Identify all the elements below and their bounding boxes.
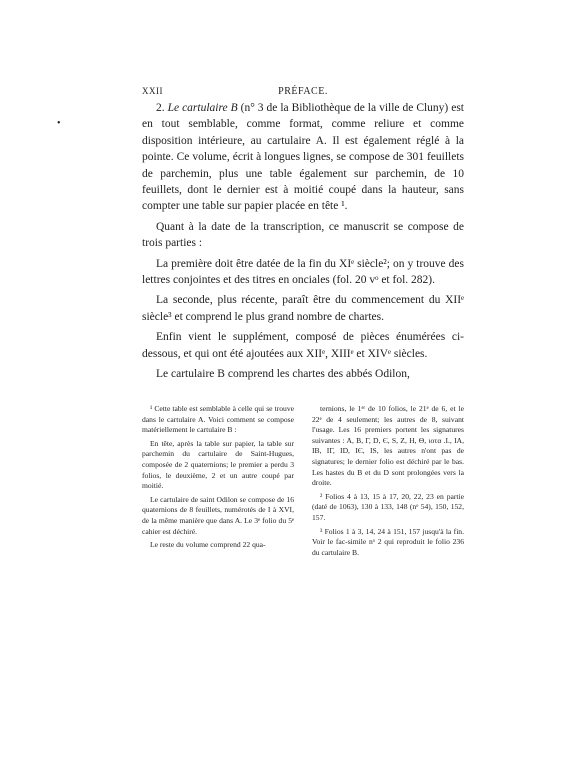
paragraph-text: (n° 3 de la Bibliothèque de la ville de Cluny) est en tout semblable, comme format, comme reliure et comme disposition intérieure, au cartulaire A. Il est également réglé à la pointe. Ce volume, écrit à longues lignes, se compose de 301 feuillets de parchemin, plus une table également sur parchemin, de 10 feuillets, dont le dernier est à moitié coupé dans la hauteur, sans compter une table sur papier placée en tête ¹.	[142, 102, 465, 213]
footnote: Le cartulaire de saint Odilon se compose de 16 quaternions de 8 feuillets, numérotés de I à XVI, de la même manière que dans A. Le 3ᵉ folio du 5ᵉ cahier est déchiré.	[142, 494, 294, 536]
italic-term: Le cartulaire B	[167, 102, 238, 114]
footnote: ¹ Cette table est semblable à celle qui se trouve dans le cartulaire A. Voici comment se compose matériellement le cartulaire B :	[142, 404, 294, 435]
footnotes	[142, 404, 464, 561]
paragraph-cartulaire-b	[142, 100, 464, 215]
footnotes-right-column	[312, 404, 464, 561]
footnote: Le reste du volume comprend 22 qua-	[150, 540, 266, 550]
footnotes-left-column	[142, 404, 294, 561]
paragraph-charters: Le cartulaire B comprend les chartes des abbés Odilon,	[156, 368, 410, 381]
paragraph-second-part: La seconde, plus récente, paraît être du commencement du XIIᵉ siècle³ et comprend le plus grand nombre de chartes.	[142, 294, 464, 323]
paragraph-first-part: La première doit être datée de la fin du XIᵉ siècle²; on y trouve des lettres conjointes et des titres en onciales (fol. 20 vᵒ et fol. 282).	[142, 257, 464, 287]
paragraph-number: 2.	[156, 102, 168, 114]
main-text	[142, 100, 464, 387]
footnote: ³ Folios 1 à 3, 14, 24 à 151, 157 jusqu'à la fin. Voir le fac-simile nᵒ 2 qui reproduit le folio 236 du cartulaire B.	[312, 526, 464, 557]
margin-mark: •	[57, 118, 61, 129]
running-head	[142, 86, 464, 100]
footnote: ² Folios 4 à 13, 15 à 17, 20, 22, 23 en partie (daté de 1063), 130 à 133, 148 (nᵒ 54), 150, 152, 157.	[312, 491, 464, 522]
paragraph-date: Quant à la date de la transcription, ce manuscrit se compose de trois parties :	[142, 220, 464, 250]
footnote: ternions, le 1ᵉʳ de 10 folios, le 21ᵉ de 6, et le 22ᵉ de 4 seulement; les autres de 8, suivant l'usage. Les 16 premiers portent les signatures suivantes : A, B, Γ, D, Є, S, Z, H, Θ, ιοτα .I., IA, IB, IΓ, ID, IЄ, IS, les autres n'ont pas de signatures; le dernier folio est déchiré par le bas. Les hastes du B et du D sont prolongées vers la droite.	[312, 404, 464, 488]
paragraph-supplement: Enfin vient le supplément, composé de pièces énumérées ci-dessous, et qui ont été ajoutées aux XIIᵉ, XIIIᵉ et XIVᵉ siècles.	[142, 331, 464, 360]
page-number: XXII	[142, 86, 163, 96]
footnote: En tête, après la table sur papier, la table sur parchemin du cartulaire de Saint-Hugues, composée de 2 quaternions; le premier a perdu 3 folios, le deuxième, 2 et un autre coupé par moitié.	[142, 438, 294, 491]
page-title: PRÉFACE.	[278, 86, 328, 97]
